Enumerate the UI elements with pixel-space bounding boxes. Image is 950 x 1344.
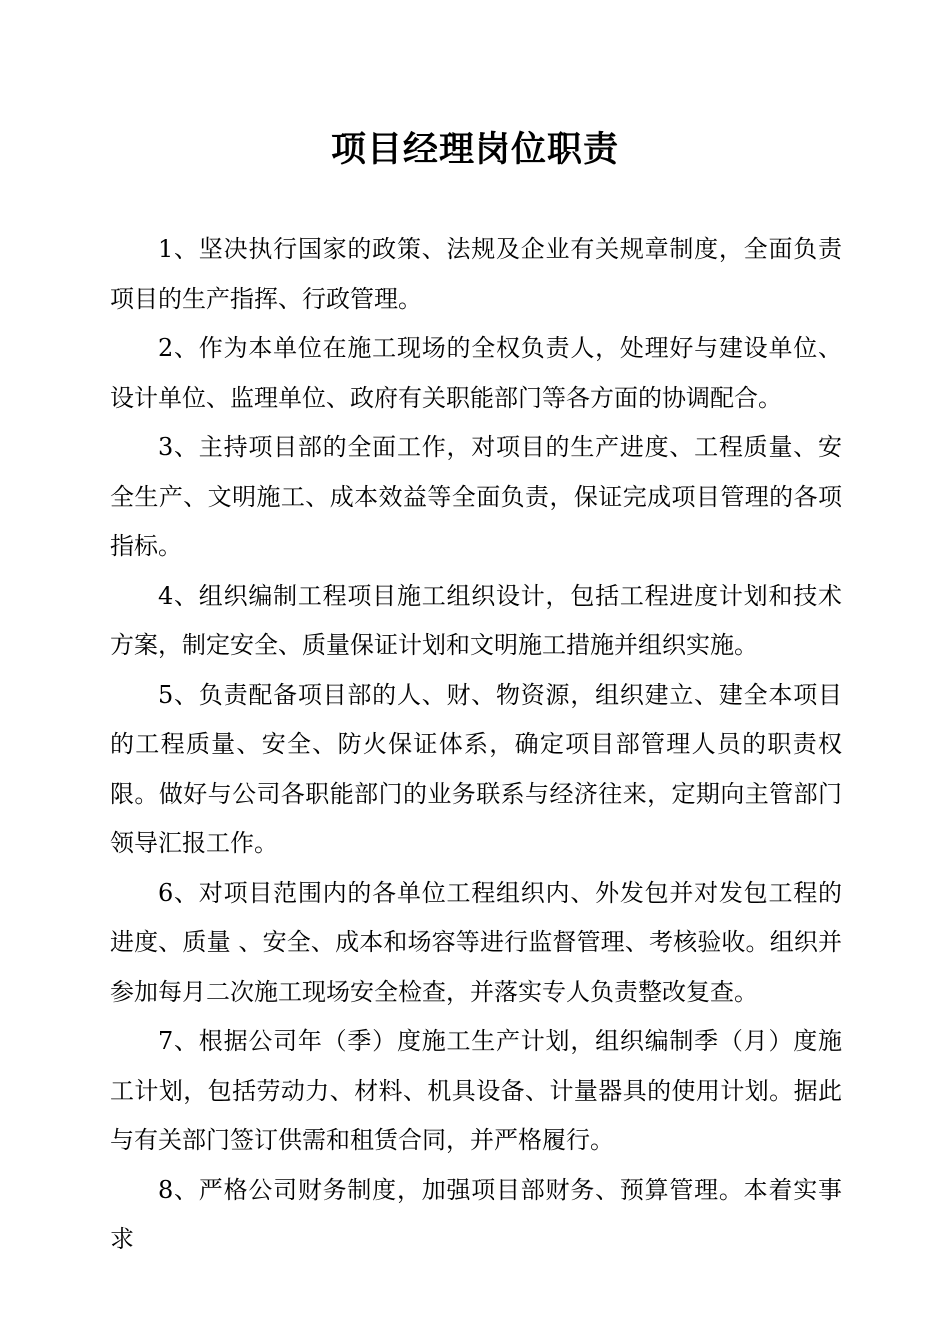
paragraph-2: 2、作为本单位在施工现场的全权负责人，处理好与建设单位、设计单位、监理单位、政府有关职能部门等各方面的协调配合。 <box>110 334 842 412</box>
document-title: 项目经理岗位职责 <box>330 129 619 170</box>
paragraph-6: 6、对项目范围内的各单位工程组织内、外发包并对发包工程的进度、质量 、安全、成本和场容等进行监督管理、考核验收。组织并参加每月二次施工现场安全检查，并落实专人负责整改复查。 <box>110 878 842 1006</box>
paragraph-7: 7、根据公司年（季）度施工生产计划，组织编制季（月）度施工计划，包括劳动力、材料、机具设备、计量器具的使用计划。据此与有关部门签订供需和租赁合同，并严格履行。 <box>110 1027 842 1154</box>
paragraph-1: 1、坚决执行国家的政策、法规及企业有关规章制度，全面负责项目的生产指挥、行政管理。 <box>110 235 842 313</box>
paragraph-5: 5、负责配备项目部的人、财、物资源，组织建立、建全本项目的工程质量、安全、防火保证体系，确定项目部管理人员的职责权限。做好与公司各职能部门的业务联系与经济往来，定期向主管部门领导汇报工作。 <box>110 680 842 857</box>
paragraph-4: 4、组织编制工程项目施工组织设计，包括工程进度计划和技术方案，制定安全、质量保证计划和文明施工措施并组织实施。 <box>110 581 842 659</box>
paragraph-8: 8、严格公司财务制度，加强项目部财务、预算管理。本着实事求 <box>110 1175 842 1253</box>
document-body <box>110 225 842 1265</box>
paragraph-3: 3、主持项目部的全面工作，对项目的生产进度、工程质量、安全生产、文明施工、成本效益等全面负责，保证完成项目管理的各项指标。 <box>110 433 842 560</box>
